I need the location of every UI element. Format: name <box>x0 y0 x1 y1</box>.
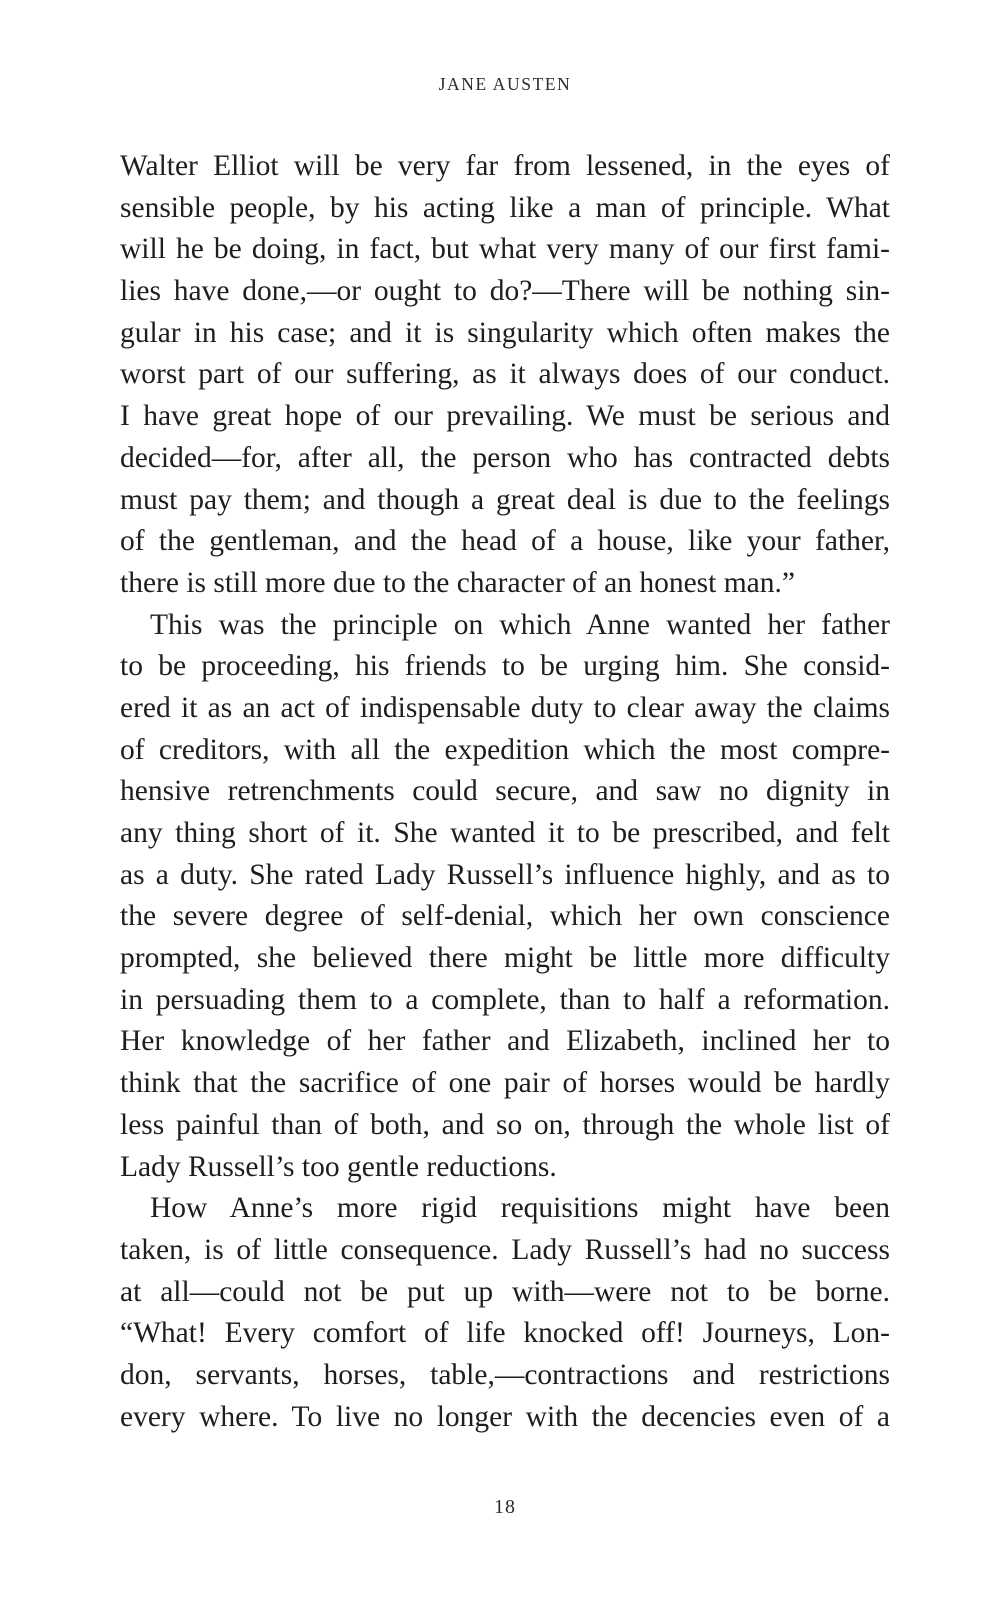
text-line: must pay them; and though a great deal is due to the feelings <box>120 483 890 516</box>
text-line: think that the sacrifice of one pair of horses would be hardly <box>120 1067 890 1100</box>
text-line: sensible people, by his acting like a man of principle. What <box>120 191 890 224</box>
text-line: of creditors, with all the expedition which the most compre- <box>120 733 890 766</box>
text-line: decided—for, after all, the person who has contracted debts <box>120 441 890 474</box>
paragraph-end-line: Lady Russell’s too gentle reductions. <box>120 1150 557 1183</box>
text-line: in persuading them to a complete, than to half a reformation. <box>120 983 890 1016</box>
text-line: the severe degree of self-denial, which her own conscience <box>120 900 890 933</box>
text-line: “What! Every comfort of life knocked off! Journeys, Lon- <box>120 1317 890 1350</box>
running-head: JANE AUSTEN <box>438 74 572 94</box>
text-line: any thing short of it. She wanted it to be prescribed, and felt <box>120 817 890 849</box>
text-line: ered it as an act of indispensable duty to clear away the claims <box>120 691 890 724</box>
body-text <box>120 146 890 1438</box>
text-line: taken, is of little consequence. Lady Russell’s had no success <box>120 1233 890 1266</box>
text-line: I have great hope of our prevailing. We must be serious and <box>120 400 890 433</box>
text-line: less painful than of both, and so on, through the whole list of <box>120 1108 890 1141</box>
text-line: lies have done,—or ought to do?—There will be nothing sin- <box>120 275 890 308</box>
text-line: Her knowledge of her father and Elizabeth, inclined her to <box>120 1025 890 1058</box>
text-line: as a duty. She rated Lady Russell’s influence highly, and as to <box>120 858 890 891</box>
text-line: prompted, she believed there might be little more difficulty <box>120 942 890 975</box>
text-line: hensive retrenchments could secure, and saw no dignity in <box>120 775 890 808</box>
text-line: don, servants, horses, table,—contractions and restrictions <box>120 1358 890 1391</box>
page-number: 18 <box>494 1496 516 1518</box>
text-line: of the gentleman, and the head of a house, like your father, <box>120 525 890 558</box>
paragraph-start-line: How Anne’s more rigid requisitions might have been <box>150 1192 890 1225</box>
text-line: at all—could not be put up with—were not to be borne. <box>120 1275 890 1308</box>
text-line: worst part of our suffering, as it always does of our conduct. <box>120 358 890 391</box>
text-line: every where. To live no longer with the decencies even of a <box>120 1400 890 1433</box>
text-line: to be proceeding, his friends to be urging him. She consid- <box>120 650 890 683</box>
text-line: will he be doing, in fact, but what very many of our first fami- <box>120 233 890 266</box>
paragraph-end-line: there is still more due to the character of an honest man.” <box>120 566 795 599</box>
text-line: Walter Elliot will be very far from lessened, in the eyes of <box>120 150 890 182</box>
text-line: gular in his case; and it is singularity which often makes the <box>120 316 890 349</box>
paragraph-start-line: This was the principle on which Anne wanted her father <box>150 608 890 641</box>
